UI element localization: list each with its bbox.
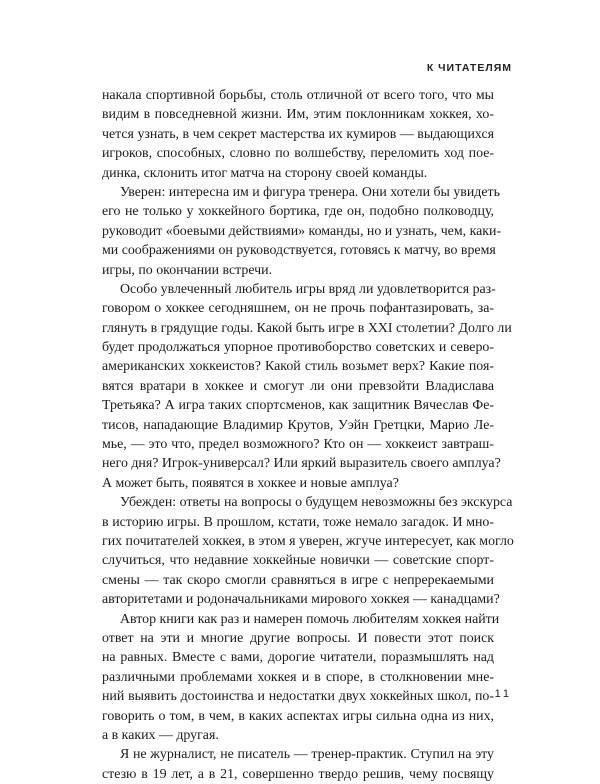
text-line: различными проблемами хоккея и в споре, в столкновении мне- bbox=[102, 669, 494, 685]
text-line: чется узнать, в чем секрет мастерства их кумиров — выдающихся bbox=[102, 126, 494, 142]
page-number: 11 bbox=[494, 688, 512, 700]
paragraph bbox=[102, 183, 502, 280]
text-line: Автор книги как раз и намерен помочь любителям хоккея найти bbox=[120, 611, 500, 627]
text-line: Третьяка? А игра таких спортсменов, как защитник Вячеслав Фе- bbox=[102, 398, 494, 414]
text-line: игроков, способных, словно по волшебству, переломить ход пое- bbox=[102, 146, 494, 162]
text-line: Убежден: ответы на вопросы о будущем невозможны без экскурса bbox=[120, 495, 513, 511]
text-line: Уверен: интересна им и фигура тренера. Они хотели бы увидеть bbox=[120, 184, 500, 200]
text-line: видим в повседневной жизни. Им, этим поклонникам хоккея, хо- bbox=[102, 107, 494, 123]
text-line: его не только у хоккейного бортика, где он, подобно полководцу, bbox=[102, 204, 494, 220]
text-line: Особо увлеченный любитель игры вряд ли удовлетворится раз- bbox=[120, 281, 496, 297]
text-line: глянуть в грядущие годы. Какой быть игре в XXI столетии? Долго ли bbox=[102, 320, 512, 336]
paragraph bbox=[102, 493, 514, 609]
text-line: игры, по окончании встречи. bbox=[102, 262, 273, 278]
text-line: тисов, нападающие Владимир Крутов, Уэйн Гретцки, Марио Ле- bbox=[102, 417, 494, 433]
text-line: а в каких — другая. bbox=[102, 727, 219, 743]
paragraph bbox=[102, 610, 500, 746]
text-line: ми соображениями он руководствуется, готовясь к матчу, во время bbox=[102, 243, 496, 259]
text-line: накала спортивной борьбы, столь отличной от всего того, что мы bbox=[102, 88, 494, 103]
text-line: ответ на эти и многие другие вопросы. И повести этот поиск bbox=[102, 630, 494, 646]
text-line: случиться, что недавние хоккейные новички — советские спорт- bbox=[102, 553, 494, 569]
text-line: американских хоккеистов? Какой стиль возьмет верх? Какие поя- bbox=[102, 359, 494, 375]
text-line: стезю в 19 лет, а в 21, совершенно твердо решив, чему посвящу bbox=[102, 766, 494, 782]
text-line: авторитетами и родоначальниками мирового хоккея — канадцами? bbox=[102, 592, 500, 608]
text-line: мье, — это что, предел возможного? Кто он — хоккеист завтраш- bbox=[102, 437, 494, 453]
text-line: Я не журналист, не писатель — тренер-практик. Ступил на эту bbox=[120, 747, 494, 763]
text-line: гих почитателей хоккея, в этом я уверен, жгуче интересует, как могло bbox=[102, 533, 514, 549]
text-line: смены — так скоро смогли сравняться в игре с непререкаемыми bbox=[102, 572, 494, 588]
running-head: К ЧИТАТЕЛЯМ bbox=[426, 62, 512, 74]
text-line: вятся вратари в хоккее и смогут ли они превзойти Владислава bbox=[102, 378, 494, 394]
text-line: в историю игры. В прошлом, кстати, тоже немало загадок. И мно- bbox=[102, 514, 494, 530]
paragraph bbox=[102, 86, 494, 183]
text-line: говорить о том, в чем, в каких аспектах игры сильна одна из них, bbox=[102, 708, 494, 724]
text-line: говором о хоккее сегодняшнем, он не прочь пофантазировать, за- bbox=[102, 301, 494, 317]
text-line: руководит «боевыми действиями» команды, но и узнать, чем, каки- bbox=[102, 223, 502, 239]
paragraph bbox=[102, 745, 494, 784]
text-line: А может быть, появятся в хоккее и новые амплуа? bbox=[102, 475, 399, 491]
text-line: на равных. Вместе с вами, дорогие читатели, поразмышлять над bbox=[102, 650, 494, 666]
text-line: динка, склонить итог матча на сторону своей команды. bbox=[102, 165, 428, 181]
text-line: ний выявить достоинства и недостатки двух хоккейных школ, по- bbox=[102, 689, 494, 705]
text-line: него дня? Игрок-универсал? Или яркий выразитель своего амплуа? bbox=[102, 456, 501, 472]
text-line: будет продолжаться упорное противоборство советских и северо- bbox=[102, 340, 494, 356]
paragraph bbox=[102, 280, 512, 493]
